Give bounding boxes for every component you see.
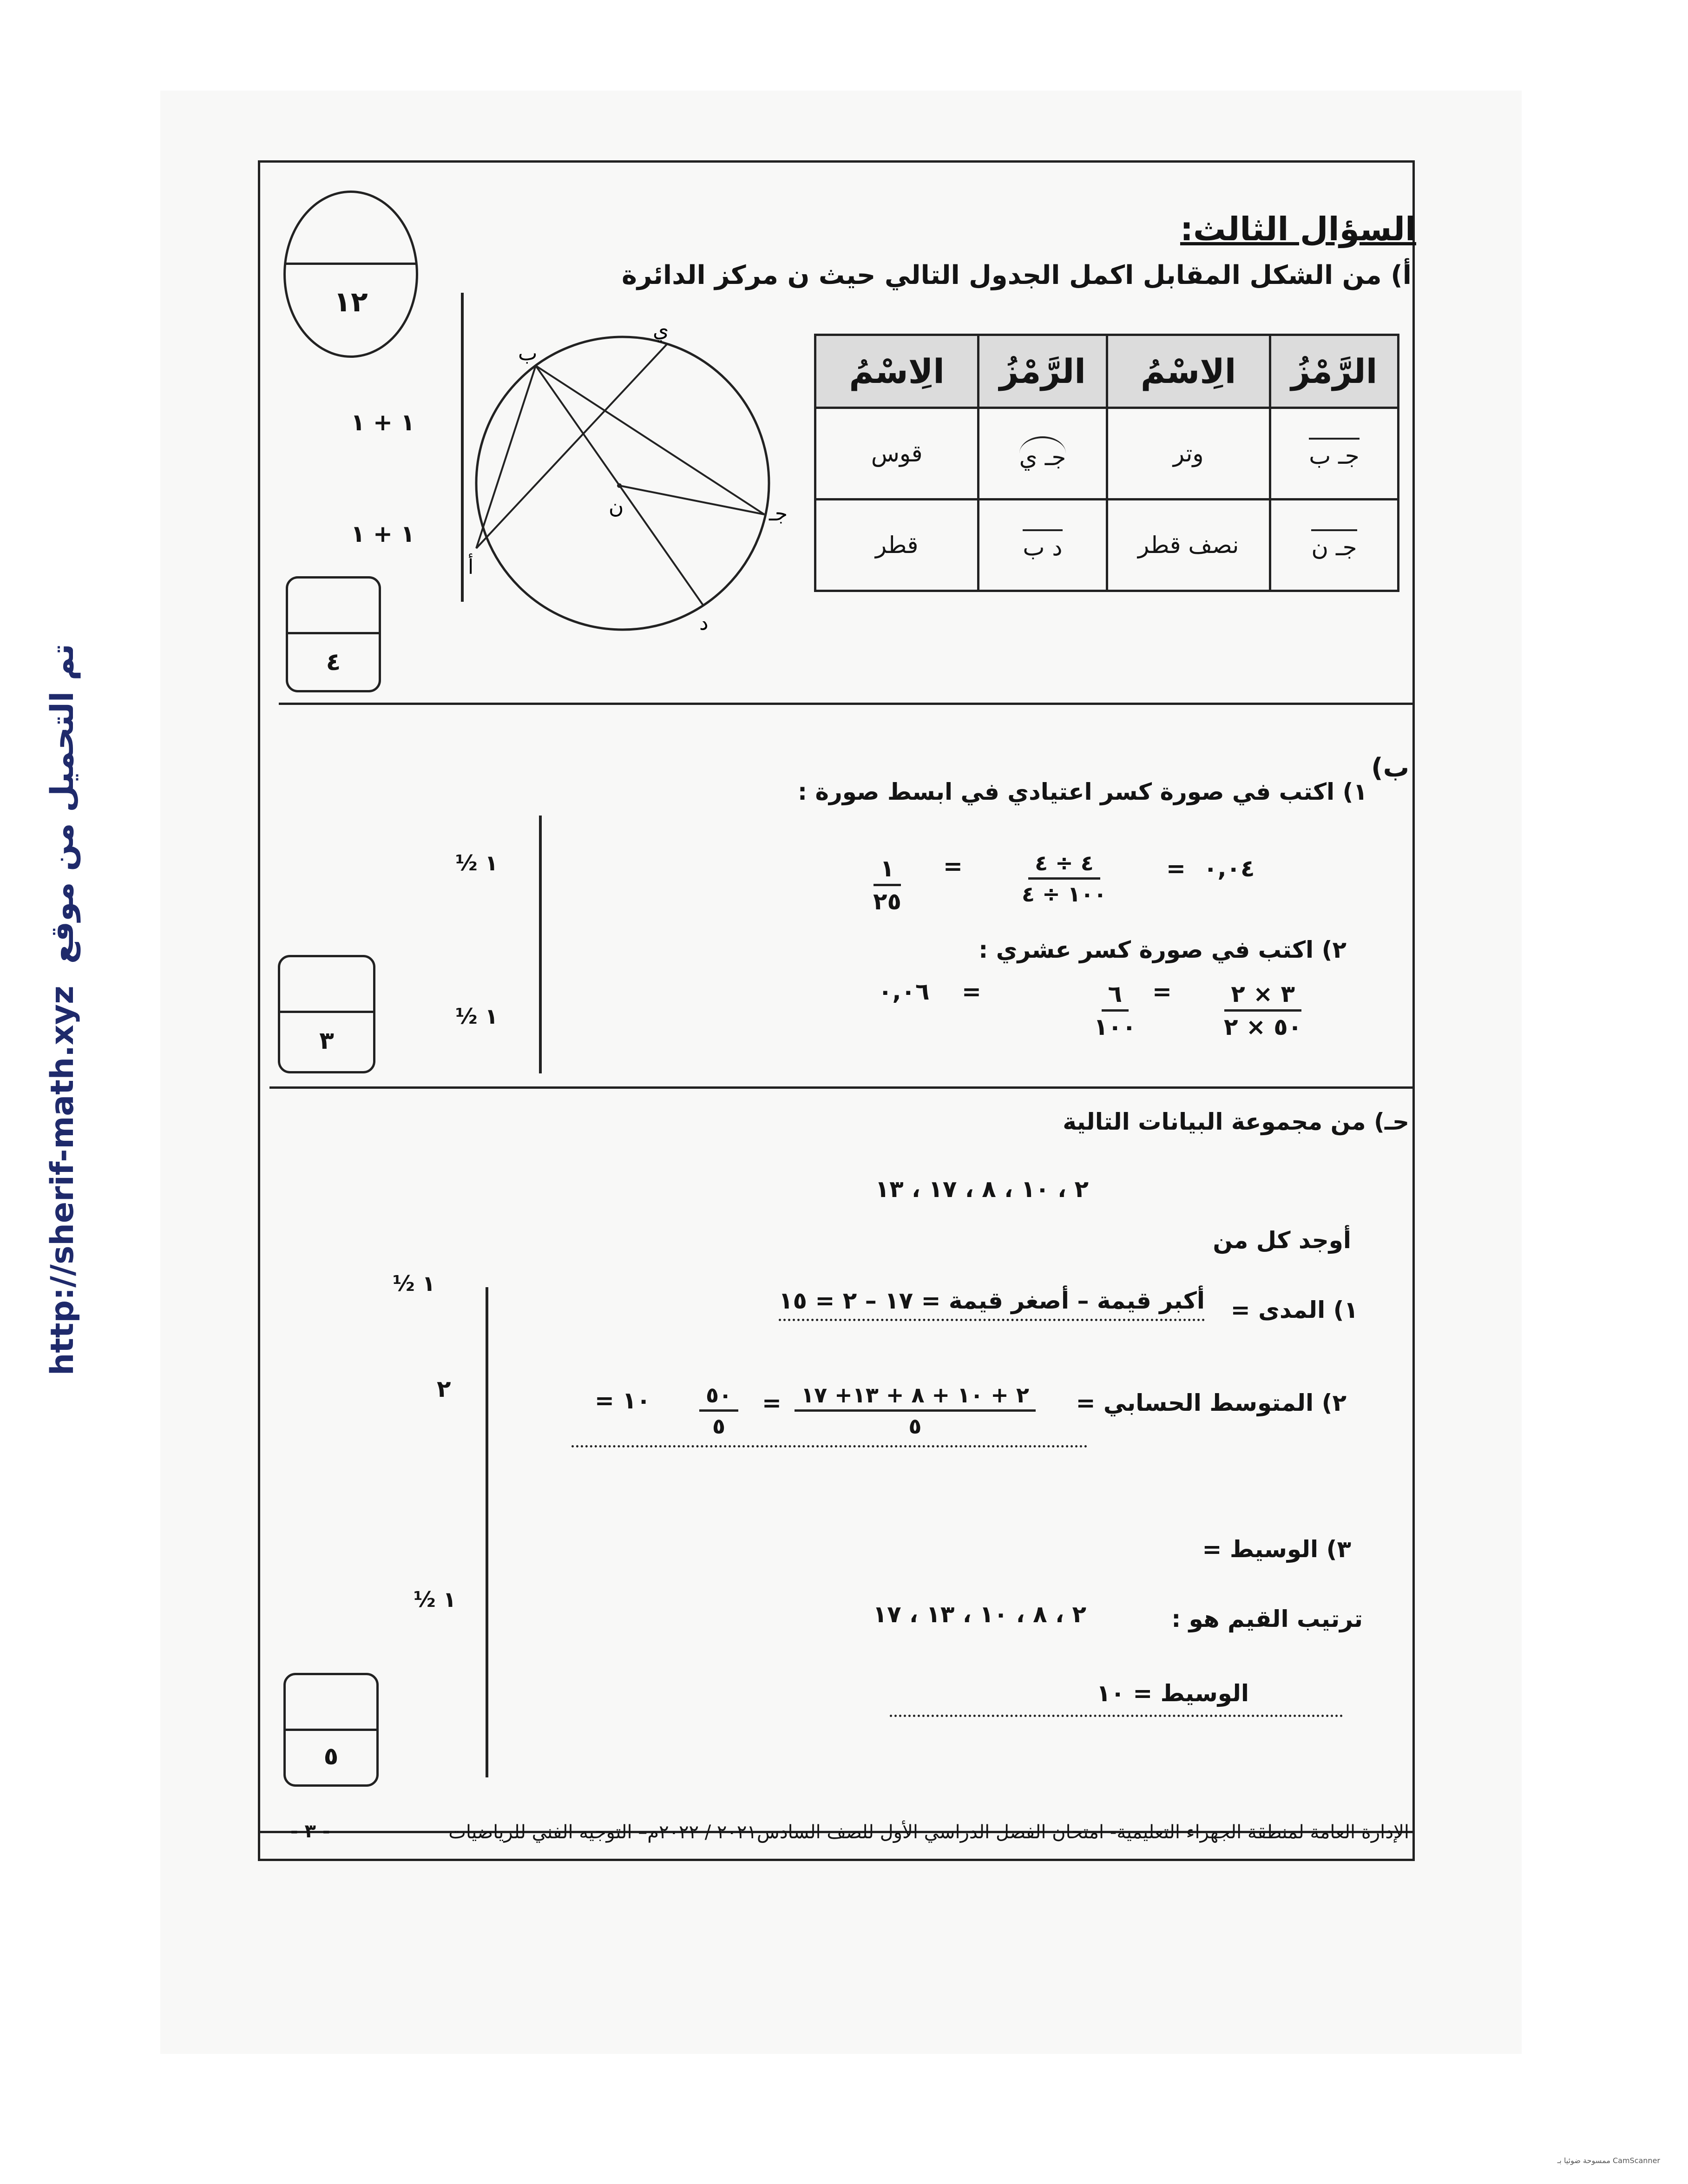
part-b-q1-eq (867, 855, 908, 915)
original-fraction (1217, 980, 1308, 1040)
numerator: ٦ (1102, 980, 1129, 1012)
diameter-symbol: د ب (1023, 529, 1062, 561)
mark-a1: ١ + ١ (351, 409, 415, 436)
grade-box-c-value: ٥ (323, 1743, 339, 1770)
numerator: ٥٠ (699, 1382, 738, 1412)
denominator: ٥ (908, 1414, 922, 1439)
reduced-fraction (699, 1382, 738, 1439)
label-d: د (699, 611, 709, 635)
table-cell (979, 408, 1107, 500)
side-url-text (44, 644, 81, 1375)
denominator: ٥ (712, 1414, 726, 1439)
decimal-result: ٠,٠٦ (878, 978, 930, 1005)
arc-symbol: جـ ي (1019, 436, 1066, 471)
header-name-1: الِاسْمُ (1107, 335, 1270, 408)
mark-c3: ١ ½ (414, 1587, 456, 1612)
mark-c1: ١ ½ (393, 1271, 435, 1296)
division-fraction (1015, 850, 1113, 907)
label-n: ن (609, 495, 624, 519)
total-score-oval (283, 191, 418, 358)
marks-divider-b (539, 816, 542, 1073)
equals-sign: = (762, 1389, 782, 1416)
radius-symbol: جـ ن (1311, 529, 1357, 561)
sum-fraction (795, 1382, 1036, 1439)
header-name-2: الِاسْمُ (815, 335, 979, 408)
numerator: ٣ × ٢ (1224, 980, 1301, 1012)
circle (476, 337, 769, 630)
denominator: ٢٥ (873, 888, 902, 915)
label-y: ي (653, 318, 669, 342)
grade-box-divider (280, 1011, 373, 1013)
download-note: تم التحميل من موقع (44, 644, 81, 964)
numerator: ٢ + ١٠ + ٨ + ١٣+ ١٧ (795, 1382, 1036, 1412)
table-row (815, 408, 1399, 500)
range-answer: أكبر قيمة – أصغر قيمة = ١٧ – ٢ = ١٥ (779, 1287, 1205, 1321)
mark-c2: ٢ (437, 1375, 451, 1402)
grade-box-b-value: ٣ (319, 1027, 334, 1055)
table-cell (1270, 500, 1398, 591)
median-answer-line (890, 1715, 1343, 1717)
equals-sign: = (1152, 978, 1172, 1005)
question-title: السؤال الثالث: (1180, 210, 1416, 248)
table-cell: وتر (1107, 408, 1270, 500)
part-a-prompt: أ) من الشكل المقابل اكمل الجدول التالي حيث ن مركز الدائرة (622, 260, 1412, 290)
mean-fraction (795, 1382, 1036, 1439)
equals-sign: = (943, 853, 963, 880)
mid-fraction (1015, 850, 1113, 907)
numerator: ٤ ÷ ٤ (1028, 850, 1100, 880)
scanner-watermark: CamScanner ممسوحة ضوئيا بـ (1557, 2156, 1660, 2165)
numerator: ١ (874, 855, 901, 886)
grade-box-a (286, 576, 381, 692)
equals-sign: = (1166, 855, 1186, 882)
simplified-fraction (867, 855, 908, 915)
decimal-fraction (1087, 980, 1143, 1040)
footer-text: الإدارة العامة لمنطقة الجهراء التعليمية- امتحان الفصل الدراسي الأول للصف السادس٢٠٢١ / ٢٠٢٢م– التوجيه الفني للرياضيات (448, 1822, 1409, 1843)
circle-diagram (458, 288, 801, 651)
marks-divider-c (486, 1287, 488, 1777)
table-cell: قوس (815, 408, 979, 500)
median-label: ٣) الوسيط = (1202, 1536, 1351, 1563)
header-symbol-1: الرَّمْزُ (1270, 335, 1398, 408)
oval-divider (286, 263, 416, 265)
mean-result: = ١٠ (595, 1387, 651, 1414)
chord-ay (476, 343, 668, 548)
table-cell (1270, 408, 1398, 500)
hundredths-fraction (1087, 980, 1143, 1040)
divider-b (269, 1086, 1415, 1089)
mean-fraction-2 (699, 1382, 738, 1439)
find-label: أوجد كل من (1213, 1227, 1351, 1254)
grade-box-c (283, 1673, 379, 1787)
start-fraction (1217, 980, 1308, 1040)
mark-b2: ١ ½ (455, 1004, 498, 1029)
divider-a (279, 703, 1415, 705)
label-j: جـ (769, 502, 788, 526)
median-result: الوسيط = ١٠ (1096, 1680, 1249, 1707)
source-url: http://sherif-math.xyz (44, 986, 81, 1375)
symbols-table (814, 334, 1399, 592)
table-cell (979, 500, 1107, 591)
mark-b1: ١ ½ (455, 850, 498, 875)
part-b-label: ب) (1371, 753, 1409, 783)
marks-divider-a (461, 293, 464, 602)
order-values: ٢ ، ٨ ، ١٠ ، ١٣ ، ١٧ (873, 1601, 1086, 1628)
mean-answer-line (571, 1445, 1087, 1447)
part-c-label: حـ) من مجموعة البيانات التالية (1063, 1108, 1409, 1135)
denominator: ١٠٠ ÷ ٤ (1022, 881, 1107, 907)
grade-box-divider (286, 1729, 376, 1731)
mark-a2: ١ + ١ (351, 520, 415, 547)
total-score: ١٢ (334, 286, 368, 318)
table-row (815, 500, 1399, 591)
table-cell: نصف قطر (1107, 500, 1270, 591)
range-label: ١) المدى = (1230, 1296, 1358, 1323)
denominator: ١٠٠ (1094, 1013, 1136, 1040)
grade-box-divider (288, 632, 379, 634)
part-b-q2: ٢) اكتب في صورة كسر عشري : (979, 936, 1346, 963)
part-b-q1: ١) اكتب في صورة كسر اعتيادي في ابسط صورة : (798, 778, 1367, 805)
chord-symbol: جـ ب (1309, 438, 1360, 469)
label-b: ب (518, 342, 538, 365)
label-a: أ (468, 555, 474, 579)
page-number: - ٣ - (290, 1821, 330, 1842)
order-label: ترتيب القيم هو : (1171, 1605, 1363, 1632)
decimal-value: ٠,٠٤ (1203, 855, 1255, 882)
grade-box-b (278, 955, 375, 1073)
header-symbol-2: الرَّمْزُ (979, 335, 1107, 408)
grade-box-a-value: ٤ (326, 648, 341, 676)
data-values: ٢ ، ١٠ ، ٨ ، ١٧ ، ١٣ (875, 1176, 1089, 1203)
center-point (617, 483, 622, 488)
table-cell: قطر (815, 500, 979, 591)
equals-sign: = (962, 978, 981, 1005)
mean-label: ٢) المتوسط الحسابي = (1076, 1389, 1346, 1416)
denominator: ٥٠ × ٢ (1224, 1013, 1302, 1040)
